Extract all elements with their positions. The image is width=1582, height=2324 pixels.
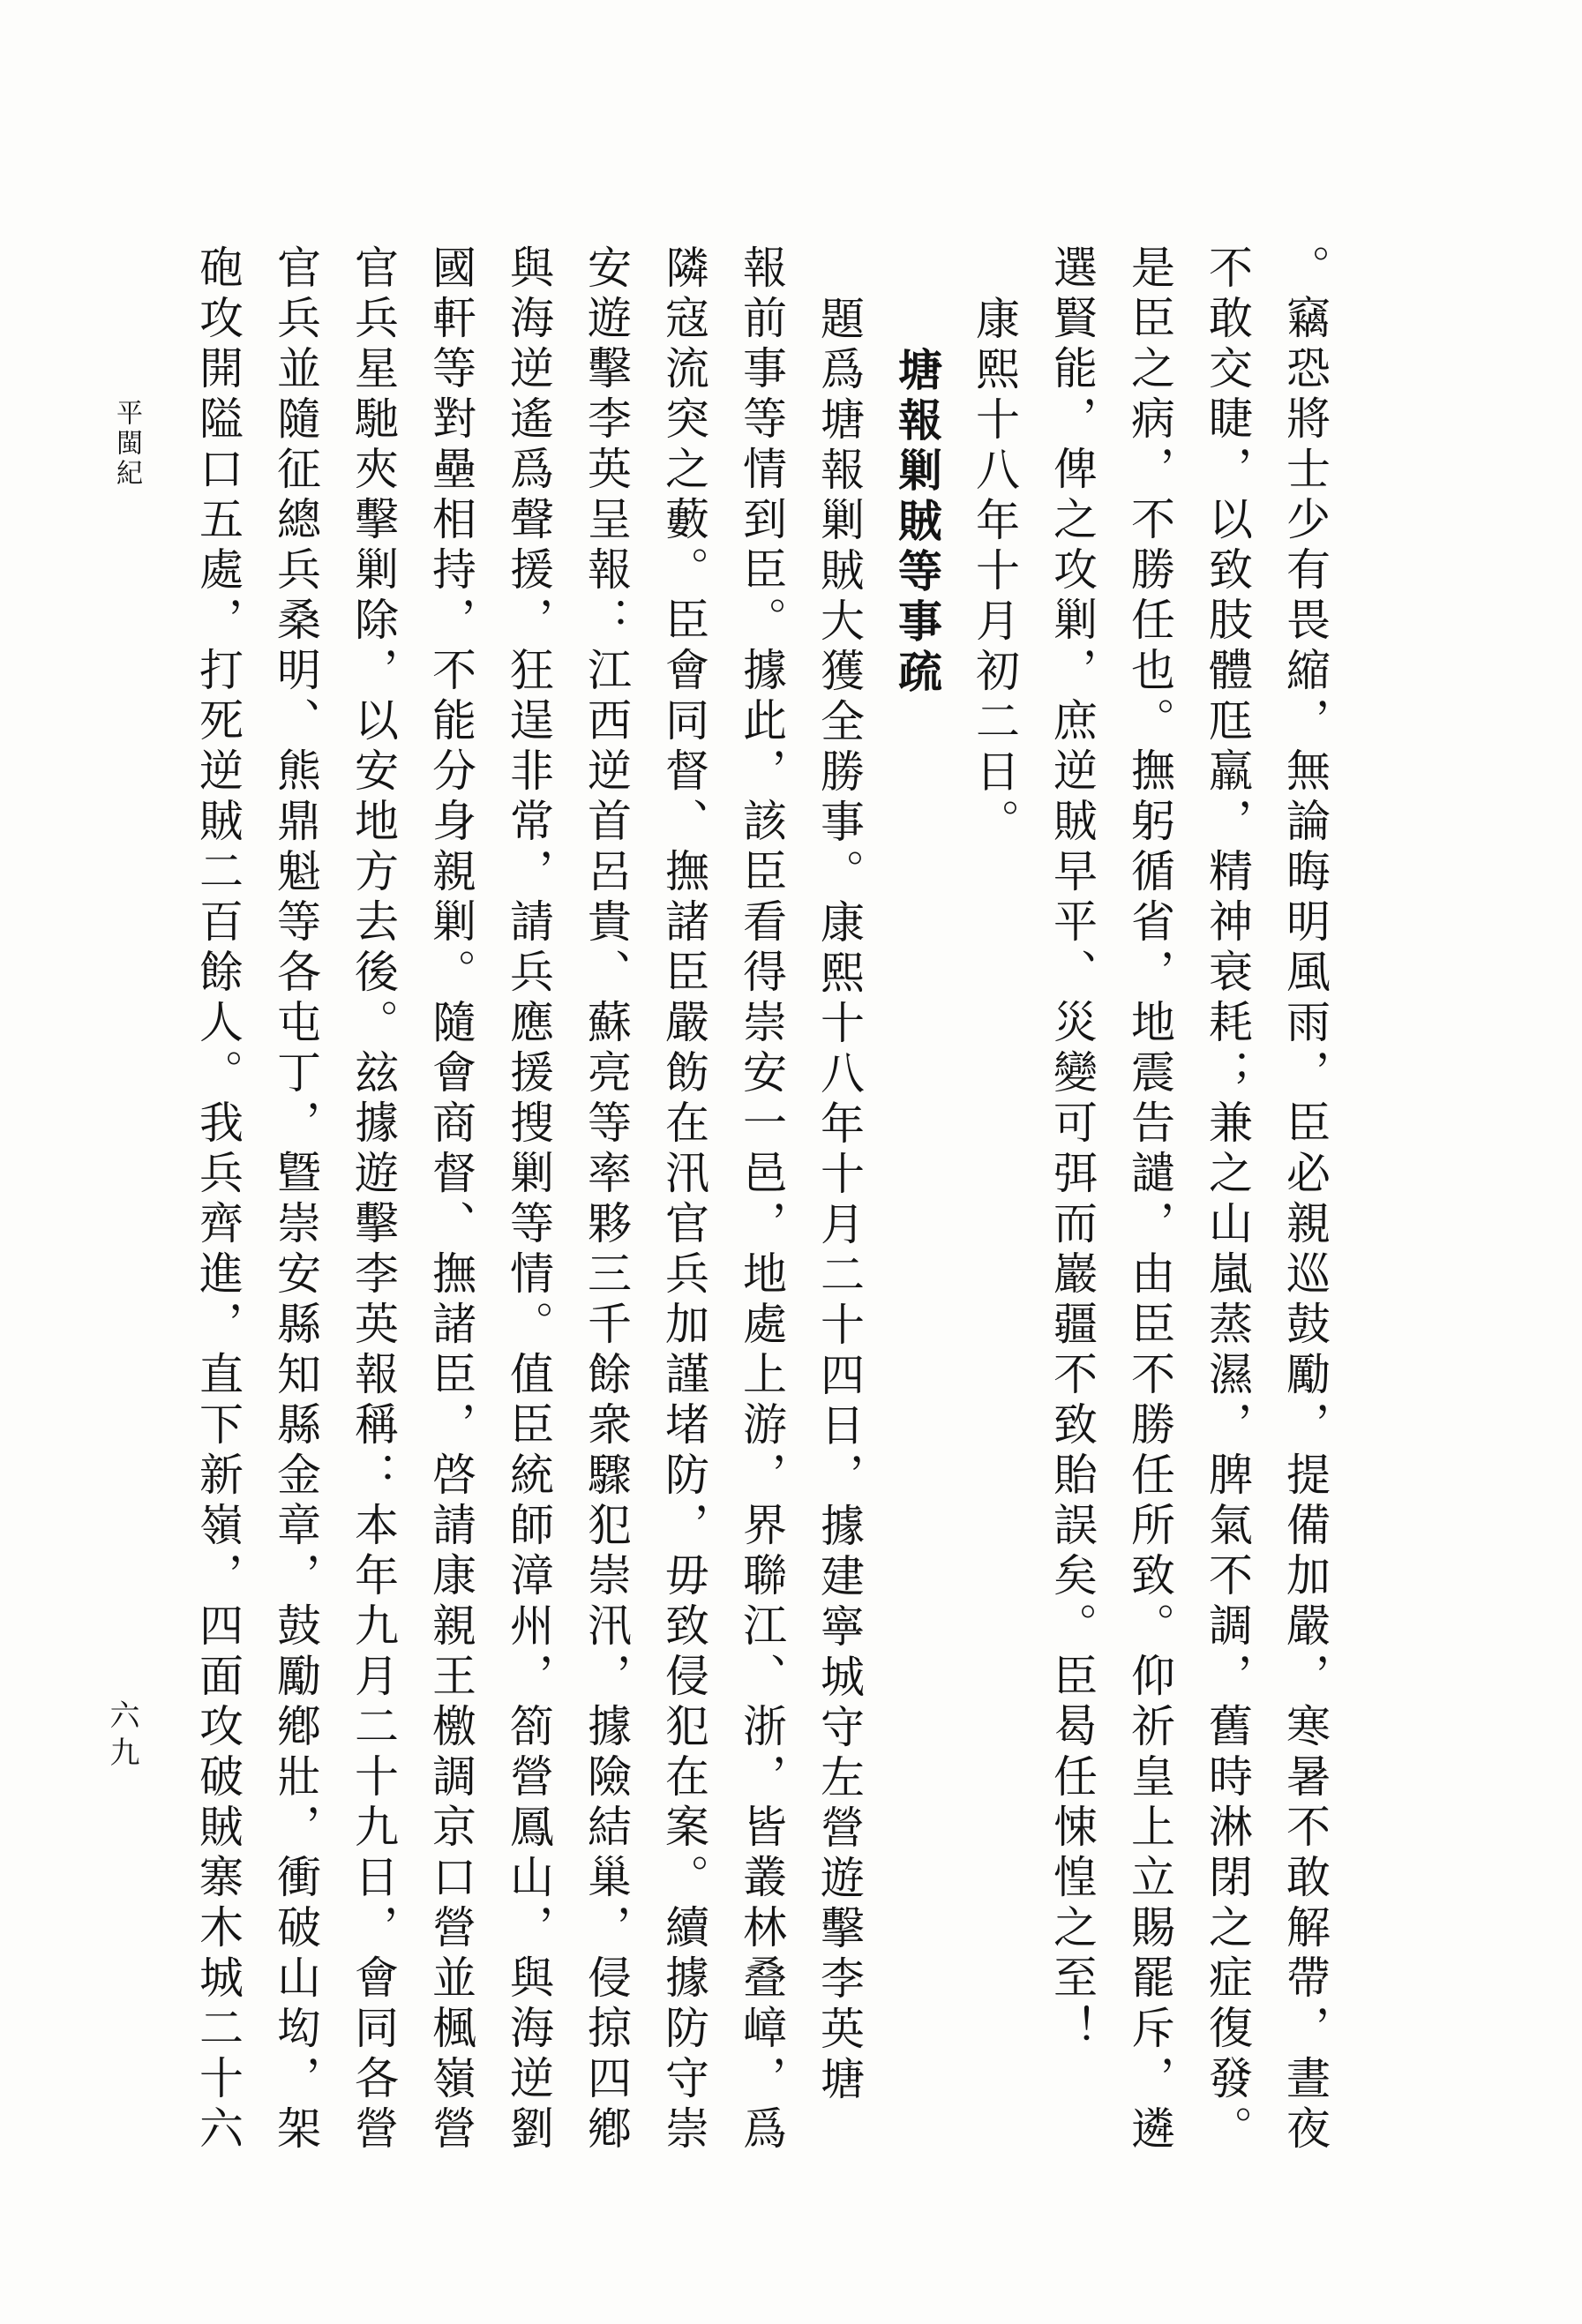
text-column-7: 題爲塘報剿賊大獲全勝事。康熙十八年十月二十四日，據建寧城守左營遊擊李英塘 bbox=[813, 296, 865, 2106]
text-column-8: 報前事等情到臣。據此，該臣看得崇安一邑，地處上游，界聯江、浙，皆叢林叠嶂，爲 bbox=[736, 244, 787, 2155]
text-column-15: 砲攻開隘口五處，打死逆賊二百餘人。我兵齊進，直下新嶺，四面攻破賊寨木城二十六 bbox=[192, 244, 244, 2155]
text-column-14: 官兵並隨征總兵桑明、熊鼎魁等各屯丁，曁崇安縣知縣金章，鼓勵鄕壯，衝破山㘭，架 bbox=[270, 244, 321, 2155]
text-column-13: 官兵星馳夾擊剿除，以安地方去後。玆據遊擊李英報稱：本年九月二十九日，會同各營 bbox=[348, 244, 399, 2155]
text-column-11: 與海逆遙爲聲援，狂逞非常，請兵應援搜剿等情。值臣統師漳州，箚營鳳山，與海逆劉 bbox=[503, 244, 554, 2155]
running-title: 平閩紀 bbox=[111, 399, 142, 489]
section-title: 塘報剿賊等事疏 bbox=[891, 347, 943, 699]
text-column-12: 國軒等對壘相持，不能分身親剿。隨會商督、撫諸臣，啓請康親王檄調京口營並楓嶺營 bbox=[425, 244, 476, 2155]
text-column-3: 是臣之病，不勝任也。撫躬循省，地震告譴，由臣不勝任所致。仰祈皇上立賜罷斥，遴 bbox=[1124, 244, 1175, 2155]
text-column-9: 隣寇流突之藪。臣會同督、撫諸臣嚴飭在汛官兵加謹堵防，毋致侵犯在案。續據防守崇 bbox=[658, 244, 709, 2155]
text-column-2: 不敢交睫，以致肢體尫羸，精神衰耗；兼之山嵐蒸濕，脾氣不調，舊時淋閉之症復發。 bbox=[1202, 244, 1253, 2155]
text-column-10: 安遊擊李英呈報：江西逆首呂貴、蘇亮等率夥三千餘衆驟犯崇汛，據險結巢，侵掠四鄕 bbox=[581, 244, 632, 2155]
text-column-1: 。竊恐將士少有畏縮，無論晦明風雨，臣必親巡鼓勵，提備加嚴，寒暑不敢解帶，晝夜 bbox=[1279, 244, 1331, 2155]
page-number: 六九 bbox=[104, 1699, 139, 1773]
main-text-block bbox=[179, 244, 1344, 2177]
date-column: 康熙十八年十月初二日。 bbox=[969, 296, 1020, 849]
text-column-4: 選賢能，俾之攻剿，庶逆賊早平、災變可弭而巖疆不致貽誤矣。臣曷任悚惶之至！ bbox=[1046, 244, 1098, 2055]
